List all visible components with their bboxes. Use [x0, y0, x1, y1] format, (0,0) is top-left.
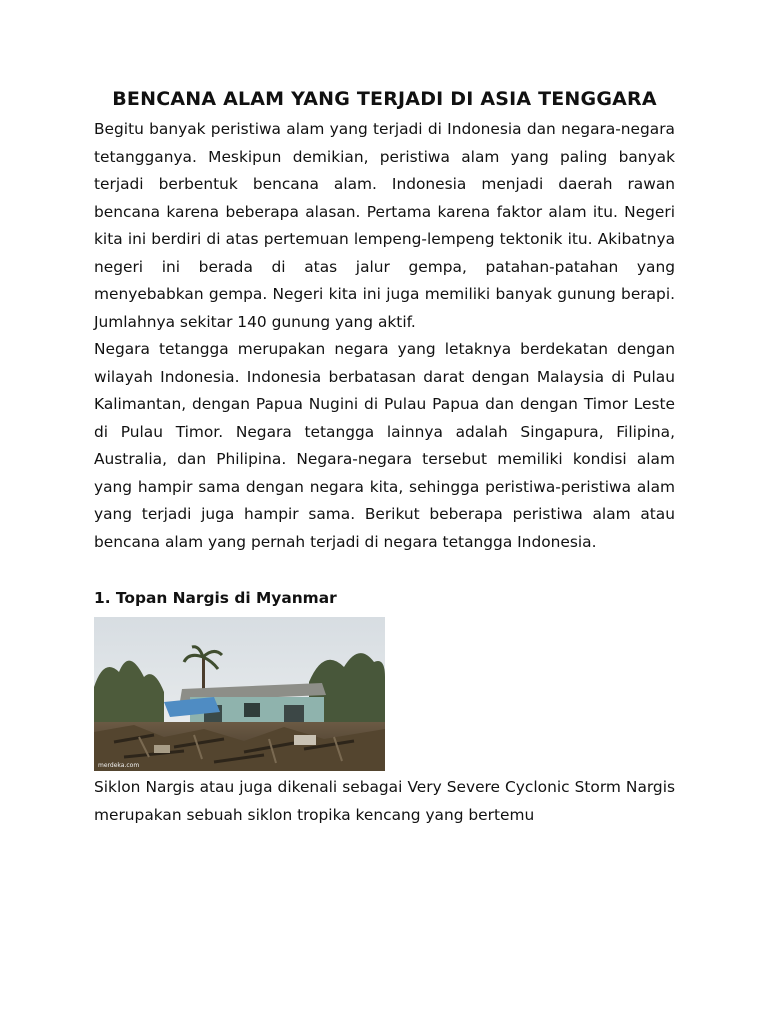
photo-watermark: merdeka.com: [98, 762, 140, 769]
intro-paragraph: Begitu banyak peristiwa alam yang terjadi di Indonesia dan negara-negara tetangganya. Meskipun demikian, peristiwa alam yang paling banyak terjadi berbentuk bencana alam. Indonesia menjadi daerah rawan bencana karena beberapa alasan. Pertama karena faktor alam itu. Negeri kita ini berdiri di atas pertemuan lempeng-lempeng tektonik itu. Akibatnya negeri ini berada di atas jalur gempa, patahan-patahan yang menyebabkan gempa. Negeri kita ini juga memiliki banyak gunung berapi. Jumlahnya sekitar 140 gunung yang aktif.: [94, 120, 675, 331]
document-page: [94, 82, 675, 829]
nargis-paragraph: Siklon Nargis atau juga dikenali sebagai Very Severe Cyclonic Storm Nargis merupakan sebuah siklon tropika kencang yang bertemu: [94, 778, 675, 824]
neighbor-paragraph: Negara tetangga merupakan negara yang letaknya berdekatan dengan wilayah Indonesia. Indonesia berbatasan darat dengan Malaysia di Pulau Kalimantan, dengan Papua Nugini di Pulau Papua dan dengan Timor Leste di Pulau Timor. Negara tetangga lainnya adalah Singapura, Filipina, Australia, dan Philipina. Negara-negara tersebut memiliki kondisi alam yang hampir sama dengan negara kita, sehingga peristiwa-peristiwa alam yang terjadi juga hampir sama. Berikut beberapa peristiwa alam atau bencana alam yang pernah terjadi di negara tetangga Indonesia.: [94, 340, 675, 551]
document-title: BENCANA ALAM YANG TERJADI DI ASIA TENGGARA: [112, 88, 657, 110]
paragraph-spacer: [94, 556, 675, 583]
cyclone-damage-photo: [94, 617, 385, 771]
section-heading-nargis: 1. Topan Nargis di Myanmar: [94, 589, 337, 607]
